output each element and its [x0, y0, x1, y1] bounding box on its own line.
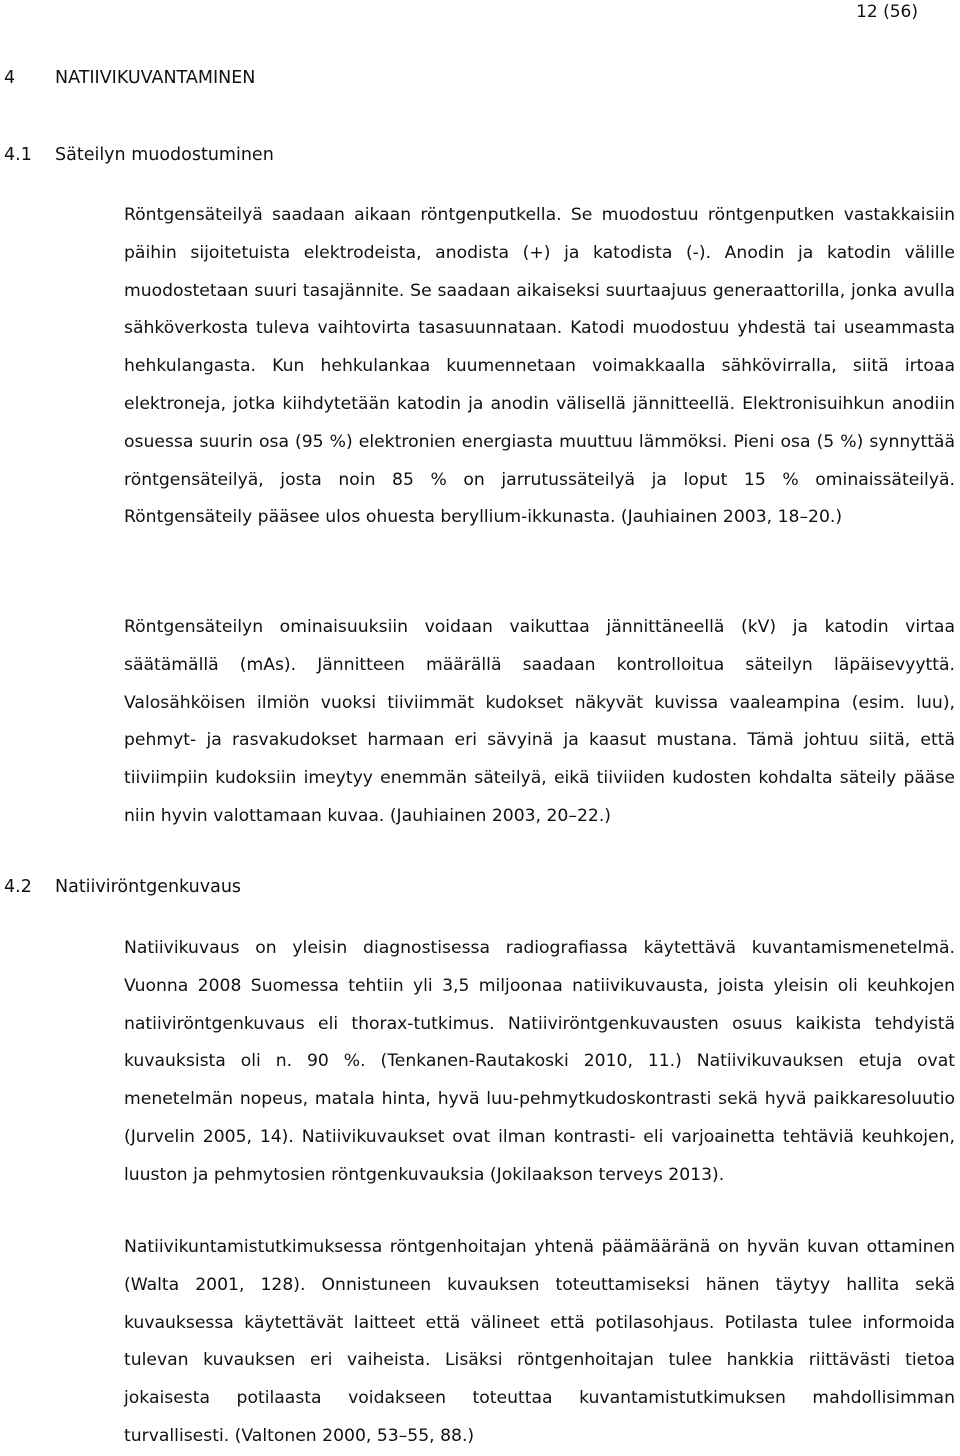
paragraph-xray-generation: Röntgensäteilyä saadaan aikaan röntgenputkella. Se muodostuu röntgenputken vastakkaisiin päihin sijoitetuista elektrodeista, anodista (+) ja katodista (-). Anodin ja katodin välille muodostetaan suuri tasajännite. Se saadaan aikaiseksi suurtaajuus generaattorilla, jonka avulla sähköverkosta tuleva vaihtovirta tasasuunnataan. Katodi muodostuu yhdestä tai useammasta hehkulangasta. Kun hehkulankaa kuumennetaan voimakkaalla sähkövirralla, siitä irtoaa elektroneja, jotka kiihdytetään katodin ja anodin välisellä jännitteellä. Elektronisuihkun anodiin osuessa suurin osa (95 %) elektronien energiasta muuttuu lämmöksi. Pieni osa (5 %) synnyttää röntgensäteilyä, josta noin 85 % on jarrutussäteilyä ja loput 15 % ominaissäteilyä. Röntgensäteily pääsee ulos ohuesta beryllium-ikkunasta. (Jauhiainen 2003, 18–20.): [124, 205, 955, 528]
section-number: 4: [4, 68, 16, 88]
section-heading-4-2: [4, 875, 241, 899]
section-title: Natiiviröntgenkuvaus: [55, 877, 242, 897]
section-title: NATIIVIKUVANTAMINEN: [55, 68, 256, 88]
paragraph-radiographer-goals: Natiivikuntamistutkimuksessa röntgenhoitajan yhtenä päämääränä on hyvän kuvan ottaminen (Walta 2001, 128). Onnistuneen kuvauksen toteuttamiseksi hänen täytyy hallita sekä kuvauksessa käytettävät laitteet että välineet että potilasohjaus. Potilasta tulee informoida tulevan kuvauksen eri vaiheista. Lisäksi röntgenhoitajan tulee hankkia riittävästi tietoa jokaisesta potilaasta voidakseen toteuttaa kuvantamistutkimuksen mahdollisimman turvallisesti. (Valtonen 2000, 53–55, 88.): [124, 1237, 955, 1446]
page-number: 12 (56): [856, 2, 918, 22]
section-heading-4-1: [4, 143, 274, 167]
section-number: 4.1: [4, 145, 32, 165]
paragraph-xray-properties: Röntgensäteilyn ominaisuuksiin voidaan vaikuttaa jännittäneellä (kV) ja katodin virtaa säätämällä (mAs). Jännitteen määrällä saadaan kontrolloitua säteilyn läpäisevyyttä. Valosähköisen ilmiön vuoksi tiiviimmät kudokset näkyvät kuvissa vaaleampina (esim. luu), pehmyt- ja rasvakudokset harmaan eri sävyinä ja kaasut mustana. Tämä johtuu siitä, että tiiviimpiin kudoksiin imeytyy enemmän säteilyä, eikä tiiviiden kudosten kohdalta säteily pääse niin hyvin valottamaan kuvaa. (Jauhiainen 2003, 20–22.): [124, 617, 955, 826]
section-title: Säteilyn muodostuminen: [55, 145, 274, 165]
section-number: 4.2: [4, 877, 32, 897]
paragraph-native-imaging: Natiivikuvaus on yleisin diagnostisessa radiografiassa käytettävä kuvantamismenetelmä. Vuonna 2008 Suomessa tehtiin yli 3,5 miljoonaa natiivikuvausta, joista yleisin oli keuhkojen natiiviröntgenkuvaus eli thorax-tutkimus. Natiiviröntgenkuvausten osuus kaikista tehdyistä kuvauksista oli n. 90 %. (Tenkanen-Rautakoski 2010, 11.) Natiivikuvauksen etuja ovat menetelmän nopeus, matala hinta, hyvä luu-pehmytkudoskontrasti sekä hyvä paikkaresoluutio (Jurvelin 2005, 14). Natiivikuvaukset ovat ilman kontrasti- eli varjoainetta tehtäviä keuhkojen, luuston ja pehmytosien röntgenkuvauksia (Jokilaakson terveys 2013).: [124, 938, 955, 1185]
section-heading-4: [4, 66, 255, 90]
